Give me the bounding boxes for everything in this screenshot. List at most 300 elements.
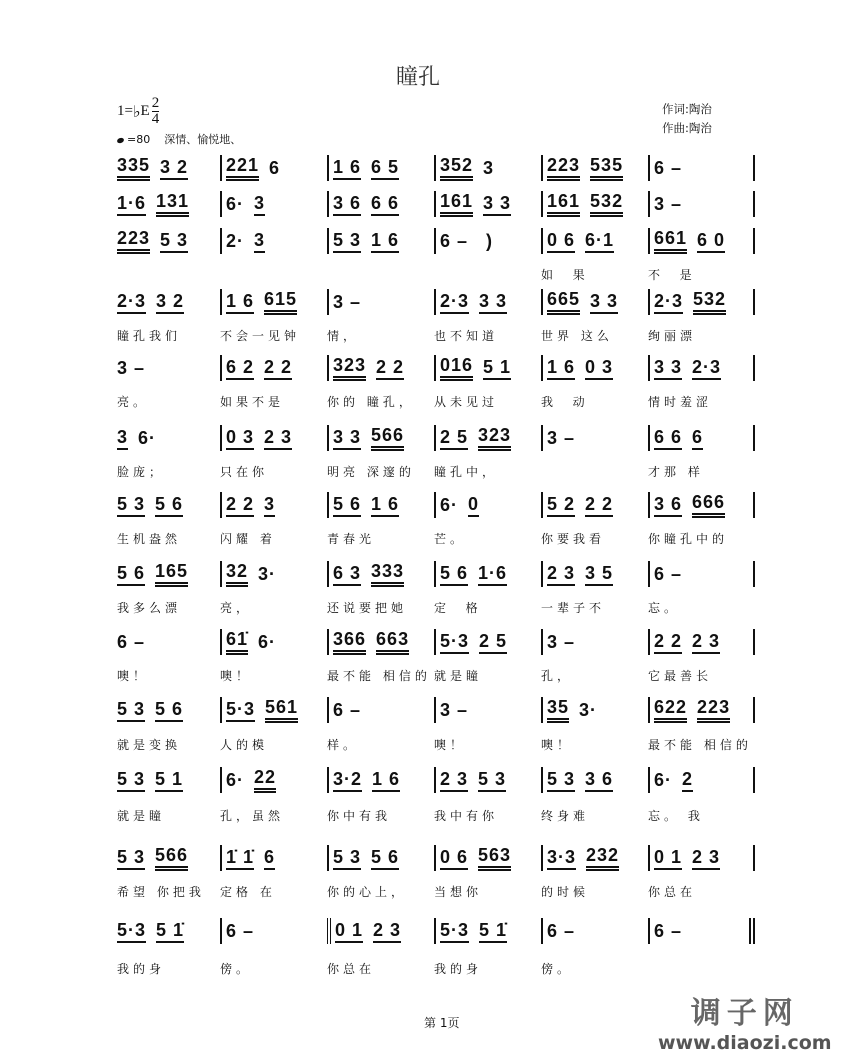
- key-prefix: 1=: [117, 103, 133, 119]
- staff-row: [117, 767, 767, 793]
- watermark-name: 调子网: [690, 996, 799, 1031]
- lyric: 青春光: [327, 532, 376, 546]
- measure: [541, 629, 648, 655]
- note-group: 5 1: [155, 769, 183, 792]
- page-number: 第 1页: [424, 1016, 460, 1030]
- note-group: 2 3: [692, 847, 720, 870]
- lyric: [220, 266, 327, 283]
- measure: [220, 355, 327, 381]
- measure: [117, 918, 220, 944]
- measure: [541, 355, 648, 381]
- note-group: 5 2: [547, 494, 575, 517]
- lyric: 情时羞涩: [648, 395, 713, 409]
- note-group: 3 –: [654, 193, 683, 214]
- lyric: 还说要把她: [327, 601, 408, 615]
- measure: [117, 425, 220, 451]
- measure: [541, 561, 648, 587]
- staff-row: [117, 289, 767, 315]
- note-group: 3·: [579, 699, 598, 720]
- note-group: 661: [654, 228, 687, 254]
- note-group: 3: [483, 157, 495, 178]
- measure: [117, 191, 220, 217]
- lyrics-line: [117, 327, 767, 344]
- measure: [117, 697, 220, 723]
- note-group: 2 3: [692, 631, 720, 654]
- note-group: 5 3: [333, 847, 361, 870]
- measure: [327, 918, 434, 944]
- note-group: 0: [468, 494, 479, 517]
- measure: [327, 697, 434, 723]
- lyric: 脸庞；: [117, 465, 166, 479]
- note-group: 2 2: [376, 357, 404, 380]
- note-group: 5 3: [333, 230, 361, 253]
- measure: [327, 289, 434, 315]
- staff-row: [117, 425, 767, 451]
- note-group: 323: [478, 425, 511, 451]
- lyric: 生机盎然: [117, 532, 182, 546]
- note-group: 352: [440, 155, 473, 181]
- note-group: 6·: [258, 631, 277, 652]
- measure: [220, 918, 327, 944]
- measure: [327, 228, 434, 254]
- note-group: 3·2: [333, 769, 362, 792]
- note-group: 561: [265, 697, 298, 723]
- measure: [117, 767, 220, 793]
- note-group: 5 3: [117, 847, 145, 870]
- measure: [541, 155, 648, 181]
- lyric: 亮。: [117, 395, 150, 409]
- note-group: 3 –: [117, 357, 146, 378]
- note-group: 1 6: [333, 157, 361, 180]
- measure: [117, 155, 220, 181]
- staff-row: [117, 697, 767, 723]
- note-group: 6 –: [547, 920, 576, 941]
- note-group: 6 –: [654, 563, 683, 584]
- measure: [327, 767, 434, 793]
- note-group: 3 3: [333, 427, 361, 450]
- lyric: 就是变换: [117, 738, 182, 752]
- note-group: 5 3: [117, 494, 145, 517]
- note-group: 0 1: [335, 920, 363, 943]
- note-group: 323: [333, 355, 366, 381]
- lyric: 傍。: [220, 962, 253, 976]
- lyric: 傍。: [541, 962, 574, 976]
- lyric: 噢！: [117, 669, 150, 683]
- measure: [220, 697, 327, 723]
- note-group: 2 2: [226, 494, 254, 517]
- note-group: 6·: [138, 427, 157, 448]
- lyric: 噢！: [434, 738, 467, 752]
- note-group: 2·3: [440, 291, 469, 314]
- measure: [117, 492, 220, 518]
- lyrics-line: [117, 667, 767, 684]
- staff-row: [117, 629, 767, 655]
- measure: [648, 355, 755, 381]
- measure: [648, 767, 755, 793]
- measure: [541, 767, 648, 793]
- lyrics-line: [117, 393, 767, 410]
- measure: [434, 697, 541, 723]
- measure: [327, 561, 434, 587]
- note-group: 566: [155, 845, 188, 871]
- note-group: 6·: [226, 193, 245, 214]
- note-group: 3 6: [585, 769, 613, 792]
- time-signature: [152, 96, 160, 127]
- lyric: 就是瞳: [434, 669, 483, 683]
- measure: [434, 492, 541, 518]
- note-group: 0 6: [440, 847, 468, 870]
- measure: [327, 355, 434, 381]
- note-group: 6: [692, 427, 703, 450]
- note-group: 3: [264, 494, 275, 517]
- note-group: 5 1̇: [156, 920, 184, 943]
- note-group: 61̇: [226, 629, 248, 655]
- staff-row: [117, 155, 767, 181]
- note-group: 6 5: [371, 157, 399, 180]
- lyric: 世界 这么: [541, 329, 613, 343]
- note-group: 5 6: [155, 699, 183, 722]
- lyric: 瞳孔我们: [117, 329, 182, 343]
- note-group: 2·3: [654, 291, 683, 314]
- lyric: 当想你: [434, 885, 483, 899]
- measure: [327, 425, 434, 451]
- note-group: 6 6: [371, 193, 399, 216]
- note-group: 3·3: [547, 847, 576, 870]
- lyric: 最不能 相信的: [648, 738, 752, 752]
- note-group: 366: [333, 629, 366, 655]
- measure: [327, 629, 434, 655]
- tempo-value: =80: [127, 133, 151, 146]
- lyric: 我多么漂: [117, 601, 182, 615]
- note-group: 3 –: [333, 291, 362, 312]
- note-group: 1 6: [226, 291, 254, 314]
- staff-row: [117, 845, 767, 871]
- note-group: 3·: [258, 563, 277, 584]
- note-group: 3 3: [654, 357, 682, 380]
- note-group: 1·6: [478, 563, 507, 586]
- note-group: 3 5: [585, 563, 613, 586]
- lyric: 噢！: [220, 669, 253, 683]
- measure: [648, 155, 755, 181]
- note-group: 1̇ 1̇: [226, 847, 254, 870]
- lyric: 不会一见钟: [220, 329, 301, 343]
- note-group: 6 6: [654, 427, 682, 450]
- measure: [541, 492, 648, 518]
- note-group: 1 6: [371, 494, 399, 517]
- measure: [117, 355, 220, 381]
- lyric: 你要我看: [541, 532, 606, 546]
- note-group: 335: [117, 155, 150, 181]
- note-group: 3 3: [483, 193, 511, 216]
- measure: [434, 845, 541, 871]
- lyric: 如 果: [541, 268, 589, 282]
- note-group: 2 2: [654, 631, 682, 654]
- lyric: 样。: [327, 738, 360, 752]
- note-group: 3 –: [440, 699, 469, 720]
- measure: [220, 425, 327, 451]
- lyrics-line: [117, 807, 767, 824]
- note-group: 6 –: [654, 920, 683, 941]
- lyric: 从未见过: [434, 395, 499, 409]
- note-group: 2·: [226, 230, 245, 251]
- lyric: [434, 266, 541, 283]
- measure: [541, 918, 648, 944]
- lyrics-line: [117, 960, 767, 977]
- measure: [648, 492, 755, 518]
- measure: [434, 355, 541, 381]
- measure: [434, 289, 541, 315]
- note-group: 535: [590, 155, 623, 181]
- lyric: 不 是: [648, 268, 696, 282]
- measure: [220, 561, 327, 587]
- credits: [662, 100, 712, 138]
- lyric: 人的模: [220, 738, 269, 752]
- note-group: 5 3: [160, 230, 188, 253]
- note-group: 0 6: [547, 230, 575, 253]
- lyric: 最不能 相信的: [327, 669, 431, 683]
- tempo-marking: [117, 131, 241, 147]
- note-group: 1 6: [372, 769, 400, 792]
- measure: [648, 191, 755, 217]
- measure: [648, 228, 755, 254]
- note-group: 5·3: [440, 631, 469, 654]
- measure: [648, 845, 755, 871]
- note-group: 3 –: [547, 427, 576, 448]
- note-group: 6: [264, 847, 275, 870]
- measure: [541, 697, 648, 723]
- note-group: 2 2: [264, 357, 292, 380]
- measure: [117, 228, 220, 254]
- note-group: 223: [697, 697, 730, 723]
- lyrics-line: [117, 530, 767, 547]
- lyric: 如果不是: [220, 395, 285, 409]
- measure: [434, 425, 541, 451]
- lyric: 只在你: [220, 465, 269, 479]
- measure: [541, 425, 648, 451]
- flat-sign: ♭: [132, 103, 141, 121]
- measure: [434, 767, 541, 793]
- note-group: 3 3: [479, 291, 507, 314]
- measure: [541, 289, 648, 315]
- note-group: 665: [547, 289, 580, 315]
- lyric: 忘。: [648, 601, 681, 615]
- lyric: 你总在: [327, 962, 376, 976]
- note-group: 3 2: [156, 291, 184, 314]
- measure: [541, 191, 648, 217]
- note-group: 6 –: [333, 699, 362, 720]
- measure: [117, 845, 220, 871]
- note-group: 615: [264, 289, 297, 315]
- measure: [434, 228, 541, 254]
- note-group: 563: [478, 845, 511, 871]
- note-group: 2·3: [117, 291, 146, 314]
- expression-mark: 深情、愉悦地、: [164, 133, 242, 146]
- lyric: [541, 463, 648, 480]
- measure: [648, 697, 755, 723]
- lyric: 定格 在: [220, 885, 276, 899]
- note-group: 35: [547, 697, 569, 723]
- note-group: 22: [254, 767, 276, 793]
- key-signature: [117, 96, 159, 127]
- note-group: 2 3: [373, 920, 401, 943]
- lyric: 的时候: [541, 885, 590, 899]
- lyric: 定 格: [434, 601, 482, 615]
- measure: [434, 155, 541, 181]
- note-group: 5 1: [483, 357, 511, 380]
- lyric: 它最善长: [648, 669, 713, 683]
- measure: [117, 289, 220, 315]
- measure: [327, 492, 434, 518]
- note-group: 2 5: [479, 631, 507, 654]
- measure: [327, 191, 434, 217]
- note-group: 1 6: [547, 357, 575, 380]
- lyric: 我的身: [434, 962, 483, 976]
- measure: [220, 845, 327, 871]
- note-group: 3: [254, 230, 265, 253]
- lyrics-line: [117, 463, 767, 480]
- note-group: 3: [254, 193, 265, 216]
- measure: [220, 289, 327, 315]
- note-group: 0 1: [654, 847, 682, 870]
- lyricist: 作词:陶治: [662, 102, 712, 116]
- note-group: 5·3: [117, 920, 146, 943]
- watermark-url: www.diaozi.com: [658, 1032, 832, 1054]
- note-group: 6 2: [226, 357, 254, 380]
- measure: [648, 629, 755, 655]
- note-group: 2: [682, 769, 693, 792]
- lyric: 绚丽漂: [648, 329, 697, 343]
- note-group: 333: [371, 561, 404, 587]
- note-group: 32: [226, 561, 248, 587]
- note-group: 1 6: [371, 230, 399, 253]
- note-group: 3 6: [654, 494, 682, 517]
- lyric: 明亮 深邃的: [327, 465, 415, 479]
- lyric: 我 动: [541, 395, 589, 409]
- lyric: 瞳孔中，: [434, 465, 499, 479]
- note-group: 3 3: [590, 291, 618, 314]
- note-group: 6 –: [117, 631, 146, 652]
- measure: [117, 629, 220, 655]
- note-group: 2 3: [547, 563, 575, 586]
- measure: [648, 425, 755, 451]
- note-group: 6 0: [697, 230, 725, 253]
- lyric: 孔，虽然: [220, 809, 285, 823]
- measure: [434, 191, 541, 217]
- note-group: 232: [586, 845, 619, 871]
- lyrics-line: [117, 266, 767, 283]
- note-group: 1·6: [117, 193, 146, 216]
- staff-row: [117, 918, 767, 944]
- lyric: 就是瞳: [117, 809, 166, 823]
- lyric: 也不知道: [434, 329, 499, 343]
- staff-row: [117, 492, 767, 518]
- staff-row: [117, 191, 767, 217]
- note-group: 5·3: [226, 699, 255, 722]
- time-top: 2: [151, 95, 160, 111]
- lyric: 一辈子不: [541, 601, 606, 615]
- note-group: 5 1̇: [479, 920, 507, 943]
- note-group: 5 6: [333, 494, 361, 517]
- measure: [220, 155, 327, 181]
- note-group: 663: [376, 629, 409, 655]
- note-group: 5 3: [117, 769, 145, 792]
- note-group: 2 3: [264, 427, 292, 450]
- lyric: 闪耀 着: [220, 532, 276, 546]
- note-group: 3 –: [547, 631, 576, 652]
- measure: [434, 918, 541, 944]
- note-group: 2·3: [692, 357, 721, 380]
- note-group: 165: [155, 561, 188, 587]
- note-group: 0 3: [585, 357, 613, 380]
- measure: [220, 228, 327, 254]
- note-group: 6 –: [654, 157, 683, 178]
- measure: [648, 918, 755, 944]
- note-group: 6·1: [585, 230, 614, 253]
- lyric: [327, 266, 434, 283]
- note-group: 161: [547, 191, 580, 217]
- lyric: 我的身: [117, 962, 166, 976]
- note-group: 161: [440, 191, 473, 217]
- note-group: 5 6: [155, 494, 183, 517]
- lyric: 情，: [327, 329, 360, 343]
- lyric: 你中有我: [327, 809, 392, 823]
- measure: [541, 228, 648, 254]
- note-group: 6 –: [226, 920, 255, 941]
- note-group: 5 6: [117, 563, 145, 586]
- note-group: 131: [156, 191, 189, 217]
- lyric: 才那 样: [648, 465, 704, 479]
- note-group: 223: [117, 228, 150, 254]
- composer: 作曲:陶治: [662, 121, 712, 135]
- note-group: 3: [117, 427, 128, 450]
- measure: [434, 629, 541, 655]
- note-group: 6 3: [333, 563, 361, 586]
- note-group: 3 6: [333, 193, 361, 216]
- lyric: 你的 瞳孔，: [327, 395, 415, 409]
- lyrics-line: [117, 599, 767, 616]
- note-group: 6 – ): [440, 230, 494, 251]
- note-group: 5 6: [371, 847, 399, 870]
- measure: [220, 629, 327, 655]
- note-group: 566: [371, 425, 404, 451]
- measure: [327, 845, 434, 871]
- note-group: 6·: [440, 494, 459, 515]
- note-group: 0 3: [226, 427, 254, 450]
- note-group: 5 3: [547, 769, 575, 792]
- measure: [648, 289, 755, 315]
- note-group: 5·3: [440, 920, 469, 943]
- note-group: 016: [440, 355, 473, 381]
- lyric: 亮，: [220, 601, 253, 615]
- note-group: 5 3: [478, 769, 506, 792]
- measure: [327, 155, 434, 181]
- lyric: 孔，: [541, 669, 574, 683]
- note-group: 223: [547, 155, 580, 181]
- lyric: 你的心上，: [327, 885, 408, 899]
- lyric: 你瞳孔中的: [648, 532, 729, 546]
- note-group: 666: [692, 492, 725, 518]
- note-group: 5 3: [117, 699, 145, 722]
- lyric: 你总在: [648, 885, 697, 899]
- note-group: 6: [269, 157, 281, 178]
- note-group: 6·: [226, 769, 245, 790]
- note-group: 5 6: [440, 563, 468, 586]
- note-group: 3 2: [160, 157, 188, 180]
- note-group: 2 3: [440, 769, 468, 792]
- staff-row: [117, 355, 767, 381]
- lyric: 噢！: [541, 738, 574, 752]
- measure: [220, 492, 327, 518]
